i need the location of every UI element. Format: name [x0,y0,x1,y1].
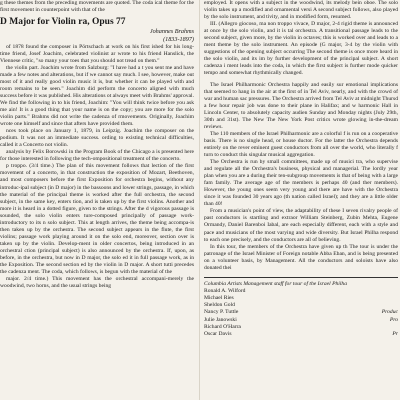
roster-row [204,302,398,309]
right-column [204,0,398,400]
paragraph: The 110 members of the Israel Philharmonic are a colorful f is run on a cooperative basis. There is no single head, or house ductor. For the latter the Orchestra depends entirely on the rever eminent guest conductors from all over the world, who literally f turn to conduct this singular musical aggregation. [204,130,398,158]
paragraph: employed. It opens with a subject in the woodwind, its melody bein oboe. The solo violin takes up a modified and ornamental versi A second subject follows, also played by the solo instrument, and tivity, and in modified form, resumed. [204,0,398,21]
paragraph: the violin part. Joachim wrote from Salzburg: "I have had a t you sent me and have made a few notes and alterations, but if we cannot say much. I see, however, make out most of it and really good violin music it is, but whether it can be played with and room remains to be seen." Joachim did perform the concerto aligned with much success before it was published. His alterations ot always meet with Brahms' approval. We find the following in to his friend, Joachim: "You will think twice before you ask me ain! It is a good thing that your name is on the copy; you are more for the solo violin parts." Brahms did not write the cadenza of rmovements. Originally, Joachim wrote one himself and since that afters have provided them. [0,64,194,128]
roster-row [204,331,398,338]
staff-role: Produc [381,309,398,316]
roster-row [204,317,398,324]
composer-years: (1833-1897) [163,35,194,43]
roster-row [204,295,398,302]
byline [0,28,194,36]
paragraph: p troppo. (3/4 time.) The plan of this movement follows that lection of the first movement of a concerto, in that construction the exposition of Mozart, Beethoven, and most composers before the first Exposition for orchestra begins, without any introduc-ipal subject (in D major) in the bassoons and lower strings, passage, in which the material of the principal theme is worked after the full orchestra, the second subject, in the same key, enters tion, and is taken up by the first violins. Another and more it is heard in a dotted figure, given to the strings. After the d vigorous passage is sounded, the solo violin enters ture-composed principally of passage work-introductory to its n solo subject. This at length arrives, the theme being accompa-is then taken up by the orchestra. The second subject appears in the flute, the first violins; passage work playing around it on the solo end, moreover, section over is taken up by the violin. Develop-ment in older concertos, being introduced in an orchestral ction (principal subject) is also announced by the orchestra. If, upon, as before, in the orchestra, but now in D major, the solo ed it in full passage work, as in the Exposition. The second section ed by the violin in D major. A short tutti precedes the cadenza ment. The coda, which follows, is begun with the material of the [0,163,194,276]
roster-row [204,324,398,331]
concerto-title: D Major for Violin ra, Opus 77 [0,17,126,28]
composer-name: Johannes Brahms [149,27,194,35]
paragraph: From a musician's point of view, the adaptability of these I seven rivalry people of past conductors is startling and extraor William Steinberg, Zubin Mehta, Eugene Ormandy, Daniel Barenboi Iabal, are each especially different, each with a style and pace and musicians of the most varying and wide diversity. But Israel Philha respond to each one precisely, and the conductors are all of believing. [204,208,398,243]
paragraph: analysis by Felix Borowski in the Program Book of the Chicago a is presented here for those interested in following the tech-ompositional treatment of the concerto. [0,149,194,163]
section-rule [204,277,398,278]
paragraph: of 1878 found the composer in Pörtschach at work on his first ished for his long-time friend, Josef Joachim, celebrated violinist ar wrote to his friend Hanslick, the Viennese critic, "so many your toes that you should not tread on them." [0,43,194,64]
staff-name: Richard O'Harra [204,323,241,330]
staff-name: Ronald A. Wilford [204,287,246,294]
intro-text: g these themes from the preceding movements are quoted. The coda ical theme for the first movement in counterpoint with that of the [0,0,194,14]
paragraph: III. (Allegro giocoso, ma non troppo vivace, D major, 2-4 rigid theme is announced at once by the solo violin, and it is tal orchestra. A transitional passage leads to the second subject, given more, by the violin in octaves; this is worked over and leads to a ment theme by the solo instrument. An episode (G major, 3-4 by the violin with suggestions of the opening subject occurring The second theme is once more heard in the solo violin, and its im by further development of the principal subject. A short cadenza i ment leads into the coda, in which the first subject is further mode quicker tempo and somewhat rhythmically changed. [204,21,398,77]
staff-role: Pro [389,316,398,323]
paragraph: nces took place on January 1, 1879, in Leipzig. Joachim the composer on the podium. It was not an immediate success. ording to existing technical difficulties, called it a Concerto not violin. [0,128,194,149]
paragraph: In this tour, the members of the Orchestra have given up th The tour is under the patronage of the Israel Minister of Foreign notable Abba Eban, and is being presented on a volunteer basis, by Management. All the conductors and soloists have also donated thei [204,243,398,271]
left-column [0,0,194,400]
column-divider [199,0,200,400]
paragraph: The Orchestra is run by small committees, made up of musici tra, who supervise and regulate all the Orchestra's business, physical and managerial. The lordly year plan when you are a during their ten-subgroup movements is that of being with a large fam family. The average age of the members is perhaps 40 (and ther members). However, the young ones seem very young and there are have with the Orchestra since it was founded 30 years ago (th nation called Israel); and they are a little older than 40! [204,159,398,208]
paragraph: major. 2/4 time.) This movement has the orchestral accompani-merely the woodwind, two horns, and the usual strings being [0,276,194,290]
roster-row [204,309,398,316]
roster-heading: Columbia Artists Management staff for tour of the Israel Philha [204,280,348,287]
staff-name: Oscar Davis [204,331,232,337]
staff-name: Nancy P. Tuttle [204,309,239,316]
staff-role: Pr [392,331,398,337]
roster-row [204,288,398,295]
staff-name: Michael Ries [204,294,234,301]
staff-name: Sheldon Gold [204,302,235,309]
paragraph: The Israel Philharmonic Orchestra happily and easily sur emotional implications that seemed to hang in the air at the first of in Tel Aviv, nearly, and with the crowd of war and human sac pressures. The Orchestra arrived from Tel Aviv at midnight Thursd a few hour repair job was done to their plane in Halifax; and w harmonic Hall in Lincoln Center, to absolutely capacity audien Sunday and Monday nights (July 29th, 30th and 31st). The New The New York Post critics wrote glowing in-the-dream reviews. [204,81,398,130]
staff-name: Julie Janowski [204,316,237,323]
composer-years-row [0,36,194,44]
